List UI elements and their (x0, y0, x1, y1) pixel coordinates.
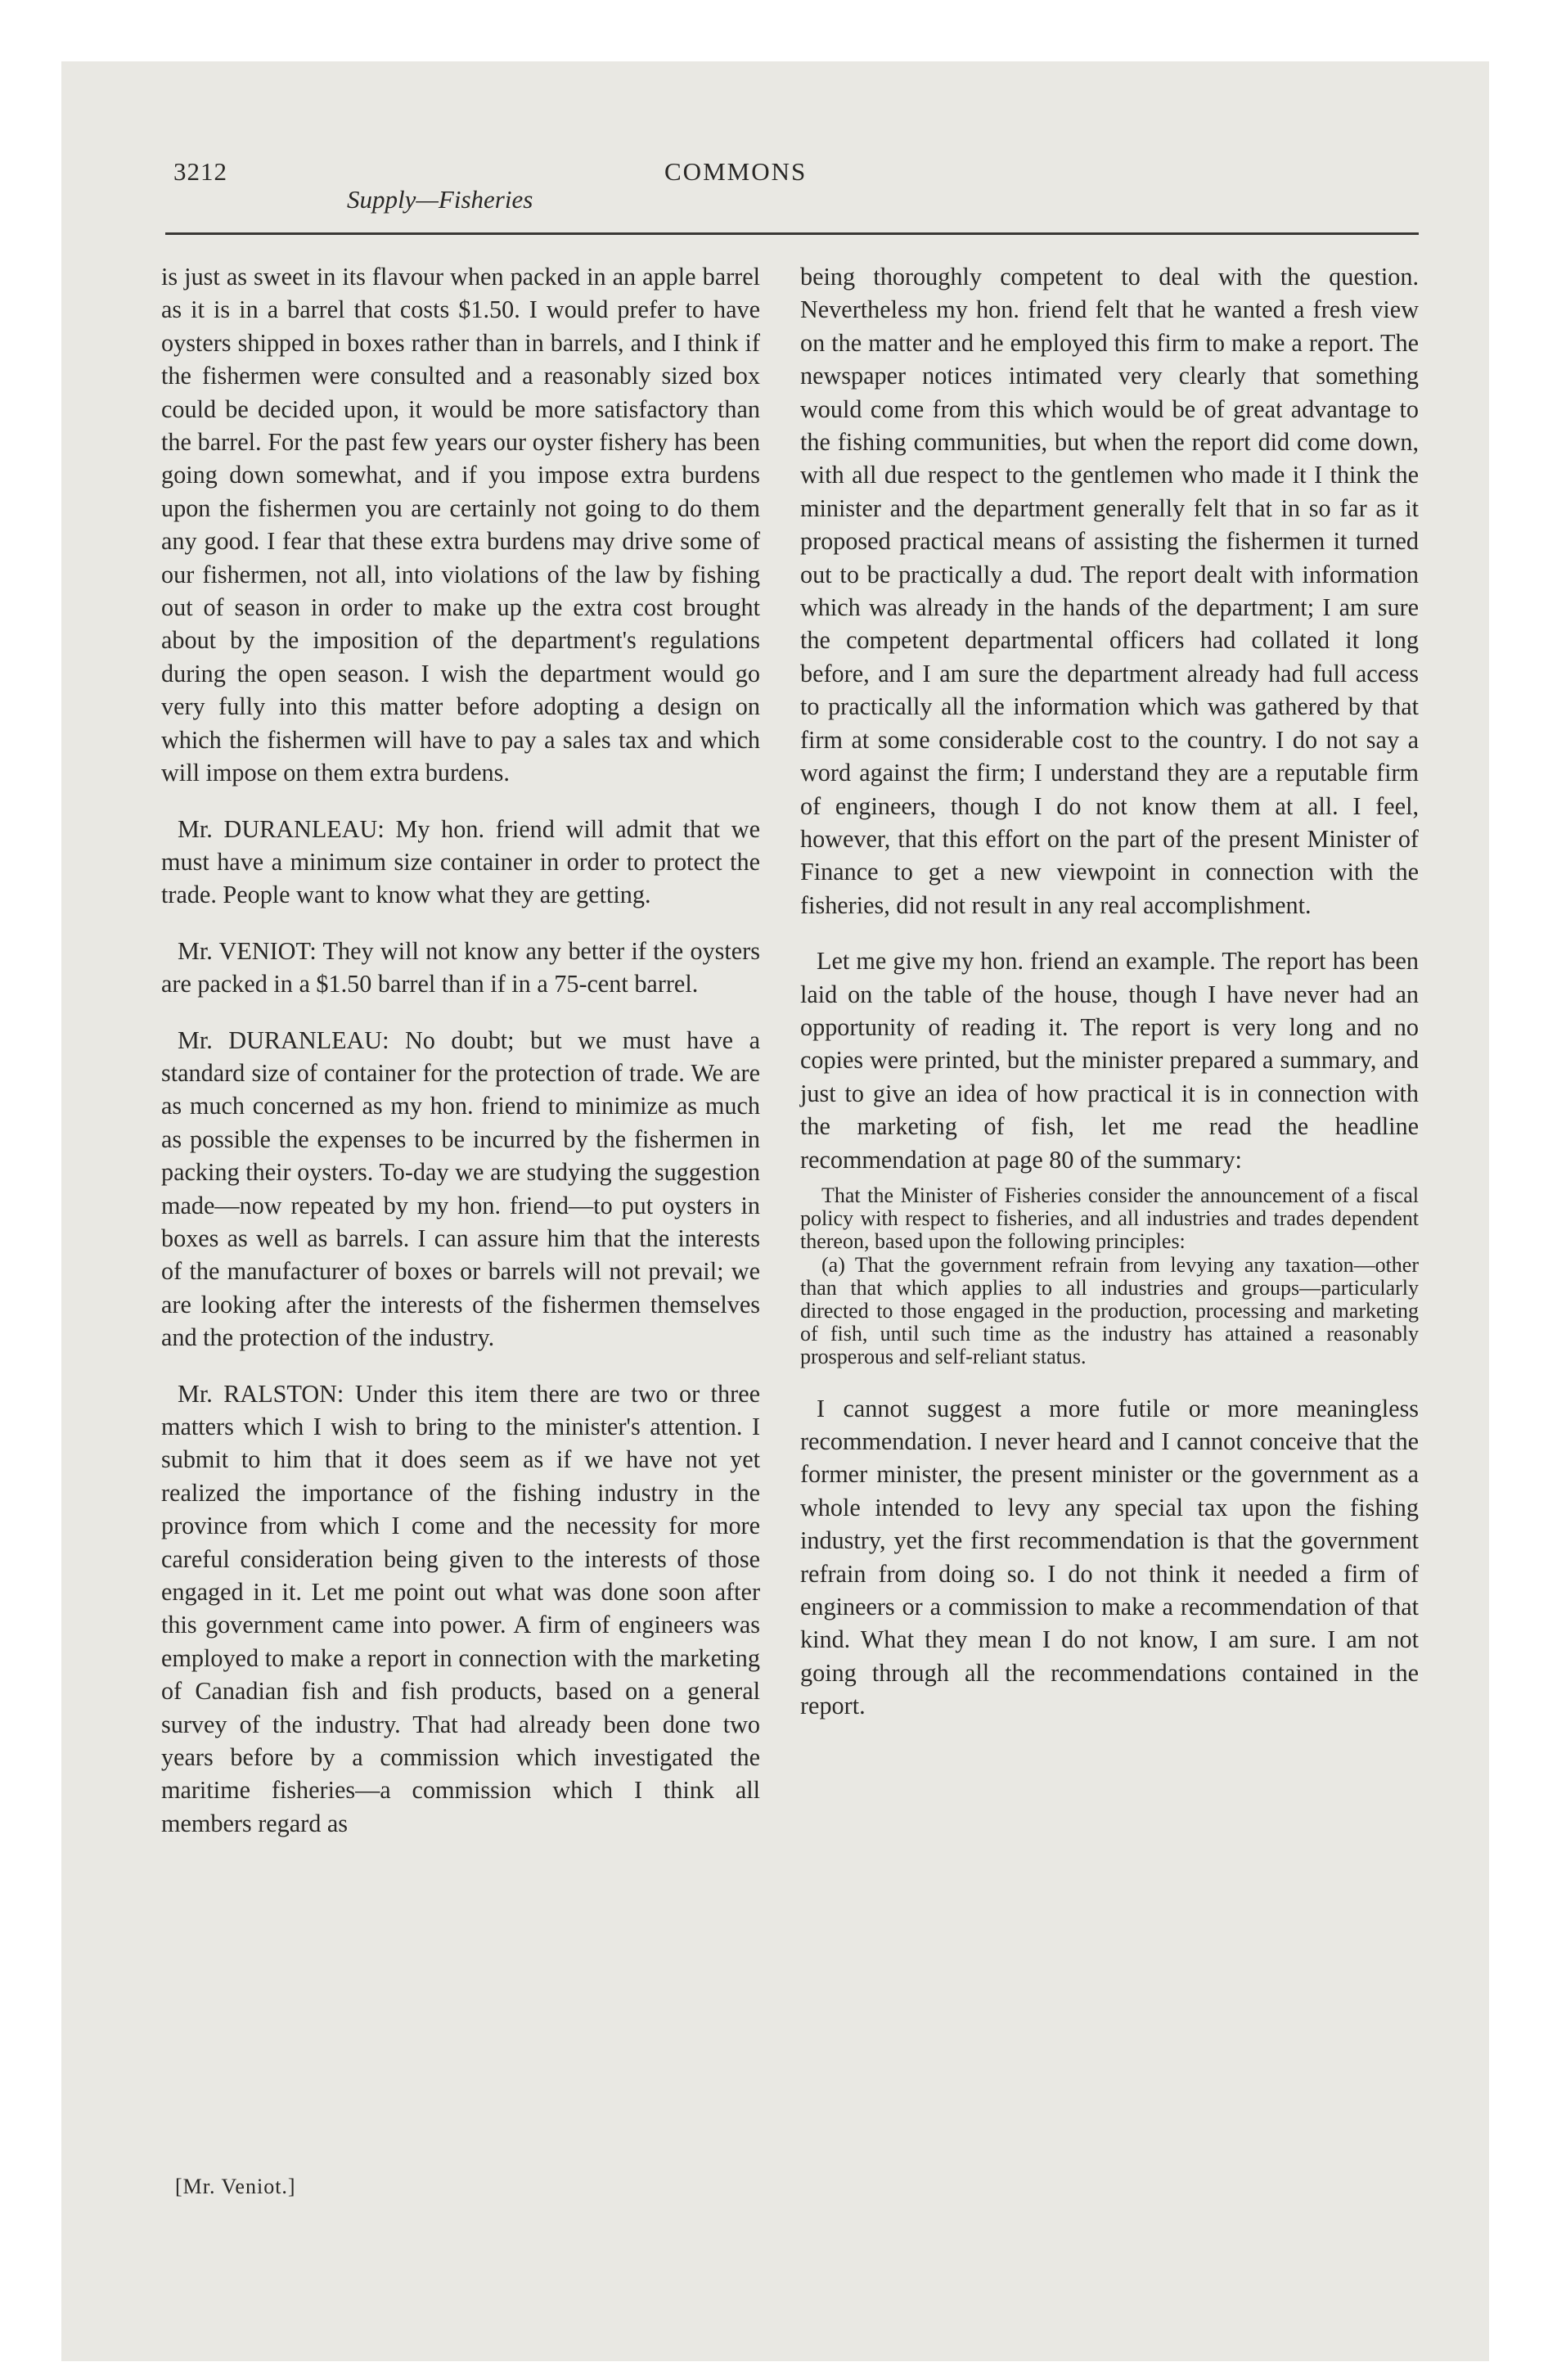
left-column (161, 260, 760, 1840)
paragraph: I cannot suggest a more futile or more meaningless recommendation. I never heard and I cannot conceive that the former minister, the present minister or the government as a whole intended to levy any special tax upon the fishing industry, yet the first recommendation is that the government refrain from doing so. I do not think it needed a firm of engineers or a commission to make a recommendation of that kind. What they mean I do not know, I am sure. I am not going through all the recommendations contained in the report. (800, 1394, 1419, 1720)
quote-paragraph: (a) That the government refrain from levying any taxation—other than that which applies to all industries and groups—particularly directed to those engaged in the production, processing and marketing of fish, until such time as the industry has attained a reasonably prosperous and self-reliant status. (800, 1252, 1419, 1369)
paragraph: Mr. DURANLEAU: No doubt; but we must have a standard size of container for the protection of trade. We are as much concerned as my hon. friend to minimize as much as possible the expenses to be incurred by the fishermen in packing their oysters. To-day we are studying the suggestion made—now repeated by my hon. friend—to put oysters in boxes as well as barrels. I can assure him that the interests of the manufacturer of boxes or barrels will not prevail; we are looking after the interests of the fishermen themselves and the protection of the industry. (161, 1025, 760, 1352)
block-quote (800, 1184, 1419, 1369)
paragraph: is just as sweet in its flavour when packed in an apple barrel as it is in a barrel that costs $1.50. I would prefer to have oysters shipped in boxes rather than in barrels, and I think if the fishermen were consulted and a reasonably sized box could be decided upon, it would be more satisfactory than the barrel. For the past few years our oyster fishery has been going down somewhat, and if you impose extra burdens upon the fishermen you are certainly not going to do them any good. I fear that these extra burdens may drive some of our fishermen, not all, into violations of the law by fishing out of season in order to make up the extra cost brought about by the imposition of the department's regulations during the open season. I wish the department would go very fully into this matter before adopting a design on which the fishermen will have to pay a sales tax and which will impose on them extra burdens. (161, 263, 760, 787)
running-head: COMMONS (664, 157, 808, 186)
section-title: Supply—Fisheries (347, 185, 533, 214)
paragraph: Mr. DURANLEAU: My hon. friend will admit that we must have a minimum size container in order to protect the trade. People want to know what they are getting. (161, 814, 760, 909)
paragraph: being thoroughly competent to deal with the question. Nevertheless my hon. friend felt that he wanted a fresh view on the matter and he employed this firm to make a report. The newspaper notices intimated very clearly that something would come from this which would be of great advantage to the fishing communities, but when the report did come down, with all due respect to the gentlemen who made it I think the minister and the department generally felt that in so far as it proposed practical means of assisting the fishermen it turned out to be practically a dud. The report dealt with information which was already in the hands of the department; I am sure the competent departmental officers had collated it long before, and I am sure the department already had full access to practically all the information which was gathered by that firm at some considerable cost to the country. I do not say a word against the firm; I understand they are a reputable firm of engineers, though I do not know them at all. I feel, however, that this effort on the part of the present Minister of Finance to get a new viewpoint in connection with the fisheries, did not result in any real accomplishment. (800, 263, 1419, 919)
footer-speaker: [Mr. Veniot.] (175, 2175, 296, 2198)
right-column (800, 260, 1419, 1723)
paragraph: Mr. RALSTON: Under this item there are two or three matters which I wish to bring to the minister's attention. I submit to him that it does seem as if we have not yet realized the importance of the fishing industry in the province from which I come and the necessity for more careful consideration being given to the interests of those engaged in it. Let me point out what was done soon after this government came into power. A firm of engineers was employed to make a report in connection with the marketing of Canadian fish and fish products, based on a general survey of the industry. That had already been done two years before by a commission which investigated the maritime fisheries—a commission which I think all members regard as (161, 1379, 760, 1837)
header-rule (165, 232, 1419, 235)
paragraph: Mr. VENIOT: They will not know any better if the oysters are packed in a $1.50 barrel than if in a 75-cent barrel. (161, 936, 760, 998)
page-number: 3212 (173, 157, 227, 186)
paragraph: Let me give my hon. friend an example. The report has been laid on the table of the house, though I have never had an opportunity of reading it. The report is very long and no copies were printed, but the minister prepared a summary, and just to give an idea of how practical it is in connection with the marketing of fish, let me read the headline recommendation at page 80 of the summary: (800, 947, 1419, 1174)
quote-paragraph: That the Minister of Fisheries consider the announcement of a fiscal policy with respect to fisheries, and all industries and trades dependent thereon, based upon the following principles: (800, 1183, 1419, 1254)
